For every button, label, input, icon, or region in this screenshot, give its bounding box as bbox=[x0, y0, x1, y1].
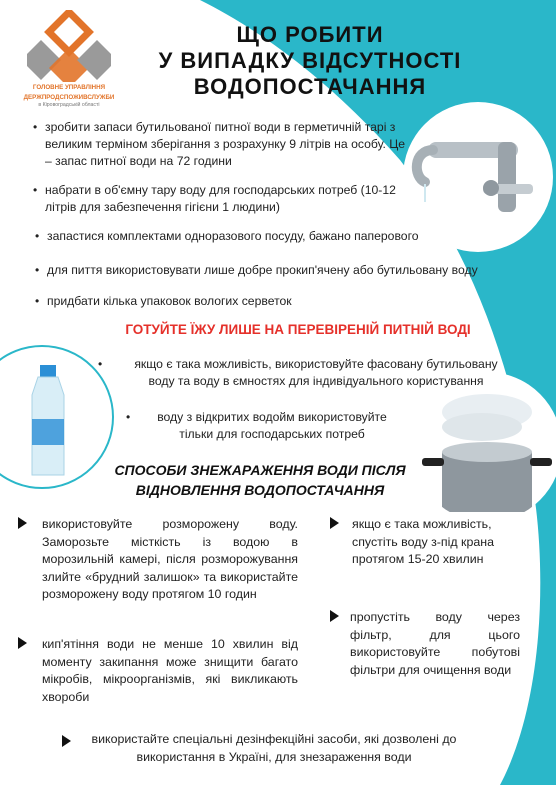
triangle-bullet-icon bbox=[330, 610, 339, 622]
list-item: • набрати в об'ємну тару воду для господарських потреб (10-12 літрів для забезпечення гігієни 1 людини) bbox=[33, 183, 396, 214]
bullet-icon: • bbox=[35, 294, 40, 308]
list-item: • придбати кілька упаковок вологих серветок bbox=[35, 294, 292, 308]
red-heading: ГОТУЙТЕ ЇЖУ ЛИШЕ НА ПЕРЕВІРЕНІЙ ПИТНІЙ ВОДІ bbox=[125, 322, 471, 337]
triangle-bullet-icon bbox=[330, 517, 339, 529]
method-item: якщо є така можливість, спустіть воду з-під крана протягом 15-20 хвилин bbox=[352, 517, 494, 566]
bullet-icon: • bbox=[35, 263, 40, 277]
page-title bbox=[150, 22, 470, 100]
bullet-icon: • bbox=[98, 357, 103, 371]
list-item: • якщо є така можливість, використовуйте фасовану бутильовану воду та воду в ємностях для індивідуального користування bbox=[98, 357, 498, 388]
logo-line-1: ГОЛОВНЕ УПРАВЛІННЯ bbox=[32, 84, 106, 91]
triangle-bullet-icon bbox=[62, 735, 71, 747]
logo-line-3: в Кіровоградській області bbox=[38, 101, 100, 108]
bullet-icon: • bbox=[126, 410, 131, 424]
list-item: • для пиття використовувати лише добре прокип'ячену або бутильовану воду bbox=[35, 263, 478, 277]
bullet-icon: • bbox=[33, 183, 38, 197]
title-line-3: ВОДОПОСТАЧАННЯ bbox=[193, 74, 427, 99]
method-item: кип'ятіння води не менше 10 хвилин від моменту закипання може знищити багато мікробів, мікроорганізмів, які викликають хвороби bbox=[42, 637, 298, 704]
logo-line-2: ДЕРЖПРОДСПОЖИВСЛУЖБИ bbox=[23, 93, 115, 101]
bullet-icon: • bbox=[33, 120, 38, 134]
title-line-1: ЩО РОБИТИ bbox=[236, 22, 384, 47]
footer-note: використайте спеціальні дезінфекційні засоби, які дозволені до використання в Україні, для знезараження води bbox=[91, 732, 457, 764]
boiling-pot-image bbox=[412, 372, 556, 522]
triangle-bullet-icon bbox=[18, 637, 27, 649]
bullet-icon: • bbox=[35, 229, 40, 243]
pot-icon bbox=[412, 372, 556, 522]
title-line-2: У ВИПАДКУ ВІДСУТНОСТІ bbox=[158, 48, 462, 73]
diamond-logo-icon bbox=[27, 10, 111, 82]
organization-logo bbox=[14, 10, 124, 108]
list-item: • запастися комплектами одноразового посуду, бажано паперового bbox=[35, 229, 419, 243]
list-item: • воду з відкритих водойм використовуйте тільки для господарських потреб bbox=[126, 410, 387, 441]
triangle-bullet-icon bbox=[18, 517, 27, 529]
sub-heading: СПОСОБИ ЗНЕЖАРАЖЕННЯ ВОДИ ПІСЛЯ ВІДНОВЛЕННЯ ВОДОПОСТАЧАННЯ bbox=[114, 462, 406, 498]
list-item: • зробити запаси бутильованої питної води в герметичній тарі з великим терміном зберігання з розрахунку 9 літрів на особу. Це – запас питної води на 72 години bbox=[33, 120, 406, 168]
method-item: використовуйте розморожену воду. Заморозьте місткість із водою в морозильній камері, після розморожування злийте «брудний залишок» та використайте розморожену воду протягом 10 годин bbox=[42, 517, 298, 601]
method-item: пропустіть воду через фільтр, для цього використовуйте побутові фільтри для очищення води bbox=[350, 610, 520, 677]
